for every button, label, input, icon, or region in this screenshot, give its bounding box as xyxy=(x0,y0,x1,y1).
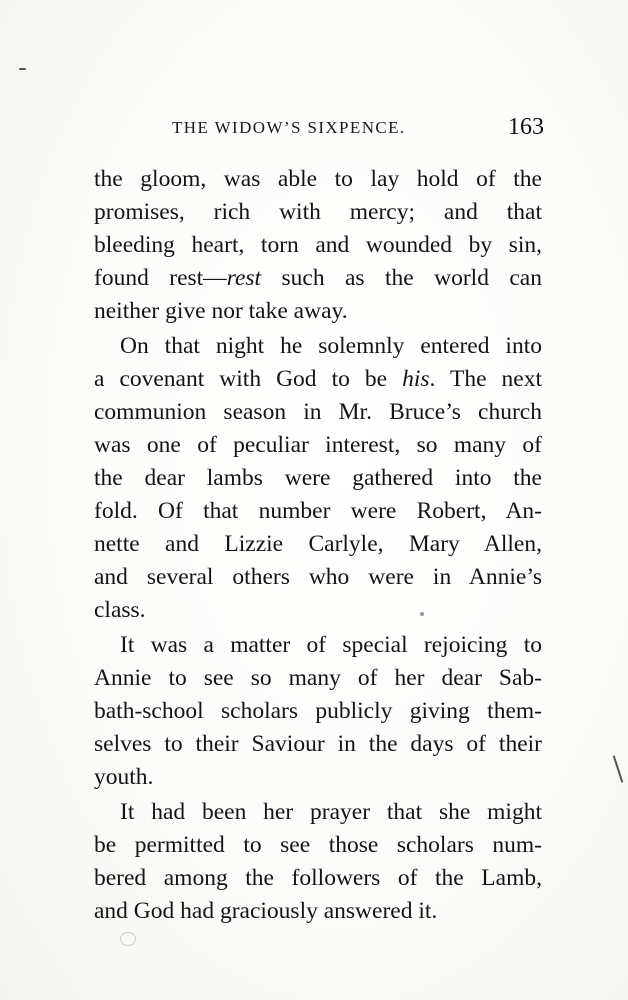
text-line: found rest—rest such as the world can xyxy=(94,265,542,291)
text-line: and several others who were in Annie’s xyxy=(94,564,542,590)
text-line: communion season in Mr. Bruce’s church xyxy=(94,399,542,425)
running-title: THE WIDOW’S SIXPENCE. xyxy=(172,118,406,137)
text-line: neither give nor take away. xyxy=(94,298,348,324)
paragraph-start-line: It had been her prayer that she might xyxy=(120,799,542,825)
body-text xyxy=(94,163,542,928)
text-line: and God had graciously answered it. xyxy=(94,898,438,924)
text-line: promises, rich with mercy; and that xyxy=(94,199,542,225)
text-line: the dear lambs were gathered into the xyxy=(94,465,542,491)
paragraph-start-line: It was a matter of special rejoicing to xyxy=(120,632,542,658)
emphasis: rest xyxy=(226,265,262,291)
text-line: a covenant with God to be his. The next xyxy=(94,366,542,392)
text-line: Annie to see so many of her dear Sab- xyxy=(94,665,542,691)
text-line: class. xyxy=(94,597,146,623)
text-line: was one of peculiar interest, so many of xyxy=(94,432,542,458)
text-line: bleeding heart, torn and wounded by sin, xyxy=(94,232,542,258)
margin-mark xyxy=(613,755,624,782)
text-line: be permitted to see those scholars num- xyxy=(94,832,542,858)
running-head xyxy=(172,114,544,144)
text-line: bered among the followers of the Lamb, xyxy=(94,865,542,891)
text-line: the gloom, was able to lay hold of the xyxy=(94,166,542,192)
text-line: nette and Lizzie Carlyle, Mary Allen, xyxy=(94,531,542,557)
text-line: bath-school scholars publicly giving them- xyxy=(94,698,542,724)
text-line: youth. xyxy=(94,764,154,790)
print-speck xyxy=(19,68,26,70)
paragraph-start-line: On that night he solemnly entered into xyxy=(120,333,542,359)
faint-stain xyxy=(120,932,136,946)
text-line: selves to their Saviour in the days of their xyxy=(94,731,542,757)
emphasis: his xyxy=(402,366,430,392)
text-line: fold. Of that number were Robert, An- xyxy=(94,498,542,524)
page-number: 163 xyxy=(508,114,544,140)
